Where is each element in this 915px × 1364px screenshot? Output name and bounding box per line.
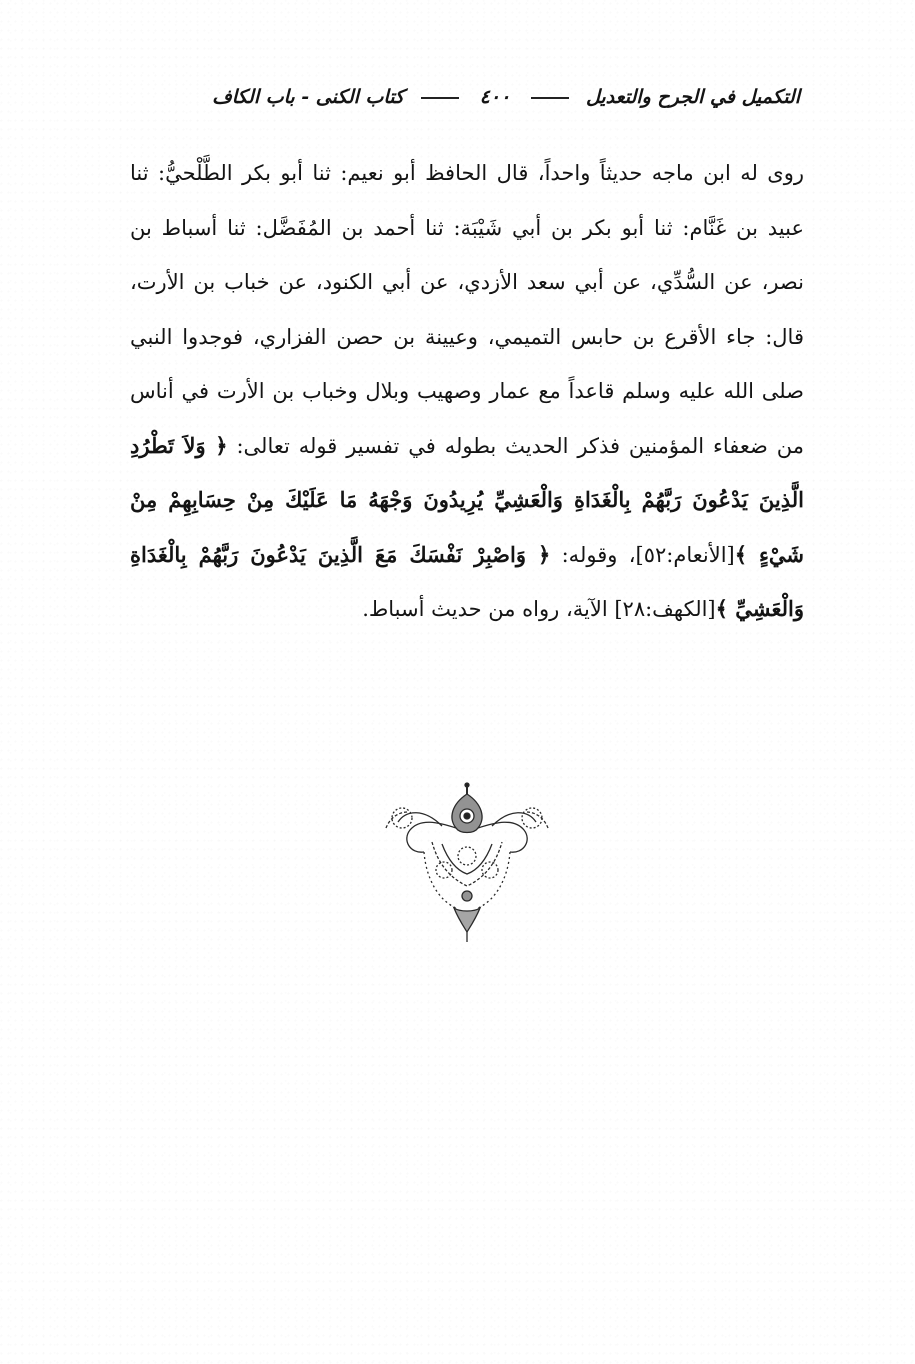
header-section-title: كتاب الكنى - باب الكاف [212,86,405,108]
quran-verse-anam: ﴿ وَلاَ تَطْرُدِ الَّذِينَ يَدْعُونَ رَبَّهُمْ بِالْغَدَاةِ وَالْعَشِيِّ يُرِيدُونَ وَجْهَهُ مَا عَلَيْكَ مِنْ حِسَابِهِمْ مِنْ شَيْءٍ ﴾ [130,432,804,567]
header-line [132,86,800,108]
running-header [132,80,800,126]
closing-text: الآية، رواه من حديث أسباط. [362,597,615,621]
narration-paragraph [130,146,804,637]
main-text [130,146,804,637]
narration-text: روى له ابن ماجه حديثاً واحداً، قال الحافظ أبو نعيم: ثنا أبو بكر الطَّلْحيُّ: ثنا عبيد بن غَنَّام: ثنا أبو بكر بن أبي شَيْبَة: ثنا أحمد بن المُفَضَّل: ثنا أسباط بن نصر، عن السُّدِّي، عن أبي سعد الأزدي، عن أبي الكنود، عن خباب بن الأرت، قال: جاء الأقرع بن حابس التميمي، وعيينة بن حصن الفزاري، فوجدوا النبي صلى الله عليه وسلم قاعداً مع عمار وصهيب وبلال وخباب بن الأرت في أناس من ضعفاء المؤمنين فذكر الحديث بطوله في تفسير قوله تعالى: [130,161,804,458]
header-dash-2 [421,97,459,99]
connector-text: ، وقوله: [561,542,636,567]
header-book-title: التكميل في الجرح والتعديل [585,86,800,108]
floral-ornament-icon [372,782,562,947]
citation-kahf: [الكهف:٢٨] [614,597,716,621]
citation-anam: [الأنعام:٥٢] [635,542,735,567]
quran-verse-kahf: ﴿ وَاصْبِرْ نَفْسَكَ مَعَ الَّذِينَ يَدْعُونَ رَبَّهُمْ بِالْغَدَاةِ وَالْعَشِيِّ ﴾ [130,541,804,621]
page-number: ٤٠٠ [479,86,511,108]
header-dash-1 [531,97,569,99]
